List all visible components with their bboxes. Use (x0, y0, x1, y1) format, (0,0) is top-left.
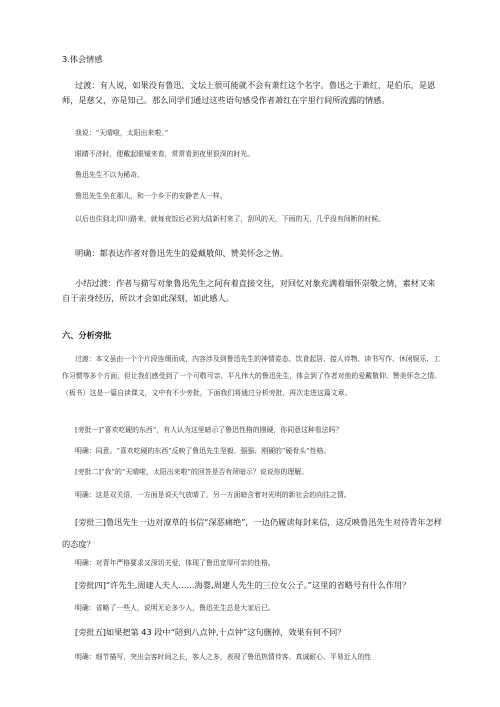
note-5-answer: 明确：细节描写，突出会客时间之长，客人之多，表现了鲁迅热情待客、真诚耐心、平易近人的性 (75, 653, 372, 661)
note-2-question: [旁批二]“我”的“天晴啦，太阳出来啦”的回答是否有所暗示？说说你的理解。 (75, 468, 309, 476)
note-1-answer: 明确：同意。“喜欢吃硬的东西”反映了鲁迅先生坚毅、强强、刚硬的“硬骨头”性格。 (75, 447, 331, 455)
quote-2: 眼睛不济时，便戴起眼镜来看，常常看到夜里很深的时光。 (75, 150, 255, 158)
summary-paragraph: 小结过渡：作者与描写对象鲁迅先生之间有着直接交往，对回忆对象充满着缅怀崇敬之情，素材又来自于亲身经历，所以才会如此深刻，如此感人。 (62, 278, 436, 303)
note-3-question: [旁批三]鲁迅先生一边对潦草的书信“深恶痛绝”，一边仍履读每封来信，这反映鲁迅先生对待青年怎样的态度？ (62, 517, 442, 549)
note-1-question: [旁批一]“喜欢吃硬的东西”，有人认为这里暗示了鲁迅性格的刚硬，你同意这种看法吗？ (75, 426, 343, 434)
transition-paragraph: 过渡：有人说，如果没有鲁迅，文坛上很可能就不会有萧红这个名字。鲁迅之于萧红，是伯乐，是恩师，是慈父，亦是知己。那么同学们通过这些语句感受作者萧红在字里行间所流露的情感。 (62, 80, 436, 105)
quote-4: 鲁迅先生坐在那儿，和一个乡下的安静老人一样。 (75, 192, 227, 200)
clarify-paragraph: 明确：都表达作者对鲁迅先生的爱戴敬仰、赞美怀念之情。 (75, 248, 288, 258)
note-3-answer: 明确：对青年严格要求又深切关爱，体现了鲁迅宽厚可亲的性格。 (75, 559, 275, 567)
quote-3: 鲁迅先生不以为稀奇。 (75, 171, 144, 179)
note-4-question: [旁批四]“许先生,周建人夫人……海婴,周建人先生的三位女公子。”这里的省略号有什么作用？ (75, 580, 411, 590)
note-4-answer: 明确：省略了一些人，说明无论多少人，鲁迅先生总是大家后已。 (75, 604, 275, 612)
note-5-question: [旁批五]如果把第 43 段中“陪到八点钟,十点钟”这句删掉，效果有何不同？ (75, 627, 346, 637)
intro-paragraph: 过渡：本文虽由一个个片段连缀而成，内容涉及到鲁迅先生的神情姿态、饮食起居、接人待物、读书写作、休闲娱乐、工作习惯等多个方面，但让我们感受到了一个可敬可亲、平凡伟大的鲁迅先生，体会到了作者对他的爱戴敬仰、赞美怀念之情。（板书）这是一篇自读课文，文中有不少旁批，下面我们将通过分析旁批，再次走进这篇文章。 (62, 355, 441, 397)
quote-1: 我说：“天晴啦，太阳出来啦。” (75, 129, 169, 137)
note-2-answer: 明确：这是双关语，一方面是说天气放晴了，另一方面暗含着对光明的新社会的向往之情。 (75, 491, 351, 499)
quote-5: 以后也住到北四川路来，就每夜饭后必到大陆新村来了，刮风的天，下雨的天，几乎没有间断的时候。 (75, 215, 386, 223)
section-heading-6: 六、分析旁批 (62, 330, 112, 340)
section-heading-3: 3.体会情感 (62, 54, 103, 64)
